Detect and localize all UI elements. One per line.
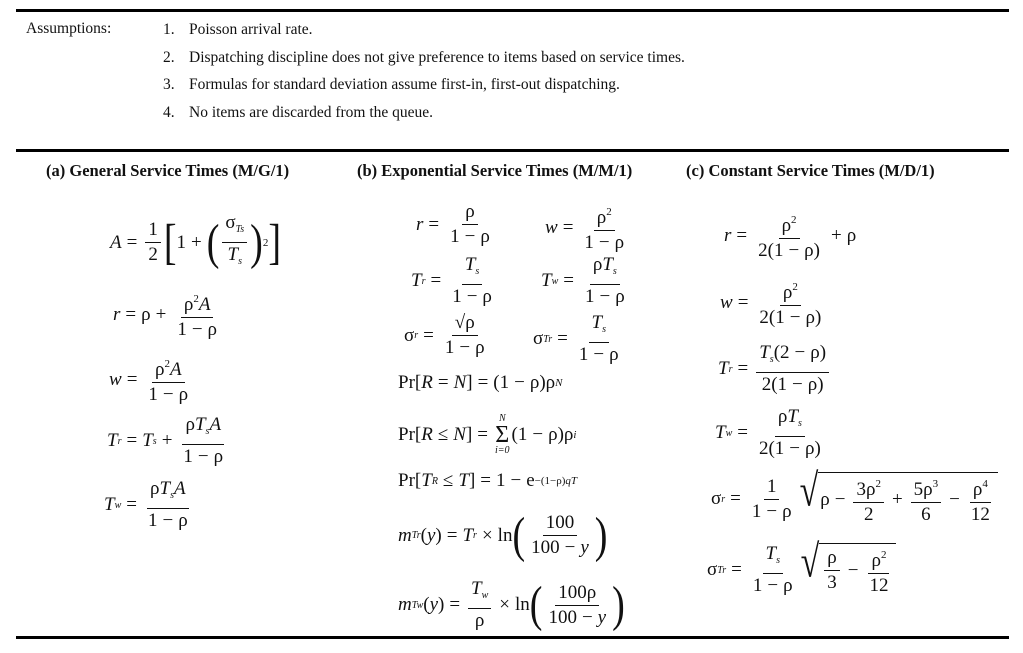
formula-c-Tr: T r = $\frac{T_s(2 - \rho)}{2(1 - \rho)}$ [718, 342, 832, 396]
formula-b-sigma-Tr: σ Tr = $\frac{T_s}{1 - \rho}$ [533, 312, 619, 365]
formula-c-Tw: T w = $\frac{\rho T_s}{2(1 - \rho)}$ [715, 406, 821, 459]
assumptions-list [163, 20, 685, 130]
assumptions-label: Assumptions: [26, 20, 112, 37]
assumption-item: 4. No items are discarded from the queue. [163, 103, 434, 121]
formula-a-Tw: T w = $\frac{\rho T_sA}{1 - \rho}$ [104, 478, 188, 531]
formula-b-r: r = $\frac{\rho}{1 - \rho}$ [416, 201, 490, 247]
formula-b-m-Tr: m Tr ( y ) = T r × ln ( $\frac{100}{100 - y}$ ) [398, 508, 608, 563]
formula-b-m-Tw: m Tw ( y ) = $\frac{T_w}{\rho}$ × ln ( $\frac{100\rho}{100 - y}$ ) [398, 577, 625, 633]
formula-a-r: r = ρ + $\frac{\rho^2A}{1 - \rho}$ [113, 288, 223, 341]
formula-a-Tr: T r = T s + $\frac{\rho T_sA}{1 - \rho}$ [107, 414, 224, 467]
formula-a-A: A = $\frac{1}{2}$ [ 1 + ( $\frac{\sigma_{Ts}}{T_s}$ ) 2 ] [110, 212, 281, 270]
column-a-heading: (a) General Service Times (M/G/1) [46, 161, 290, 180]
formula-b-pr-eq: Pr [ R = N ] = ( 1 − ρ ) ρ N [398, 372, 563, 393]
formula-c-sigma-Tr: σ Tr = $\frac{T_s}{1 - \rho}$ √ $\frac{\rho}{3}$ − $\frac{\rho^2}{12}$ [707, 543, 896, 597]
formula-b-Tw: T w = $\frac{\rho T_s}{1 - \rho}$ [541, 254, 625, 307]
middle-rule [16, 149, 1009, 152]
top-rule [16, 9, 1009, 12]
column-b-heading: (b) Exponential Service Times (M/M/1) [357, 161, 633, 180]
formula-b-pr-T: Pr [ T R ≤ T ] = 1 − e −(1−ρ)qT [398, 470, 578, 491]
formula-a-w: w = $\frac{\rho^2A}{1 - \rho}$ [109, 353, 194, 406]
column-c-heading: (c) Constant Service Times (M/D/1) [686, 161, 935, 180]
formula-b-Tr: T r = $\frac{T_s}{1 - \rho}$ [411, 254, 492, 307]
bottom-rule [16, 636, 1009, 639]
assumption-item: 1. Poisson arrival rate. [163, 21, 313, 38]
formula-c-r: r = $\frac{\rho^2}{2(1 - \rho)}$ + ρ [724, 209, 856, 262]
formula-c-w: w = $\frac{\rho^2}{2(1 - \rho)}$ [720, 276, 827, 329]
formula-c-sigma-r: σ r = $\frac{1}{1 - \rho}$ √ ρ − $\frac{3\rho^2}{2}$ + $\frac{5\rho^3}{6}$ − $\frac{\rho^4}{12}$ [711, 472, 998, 526]
assumption-item: 2. Dispatching discipline does not give preference to items based on service times. [163, 48, 685, 66]
formula-b-pr-leq: Pr [ R ≤ N ] = N Σ i=0 ( 1 − ρ ) ρ i [398, 413, 577, 456]
assumption-item: 3. Formulas for standard deviation assume first-in, first-out dispatching. [163, 76, 620, 93]
formula-b-sigma-r: σ r = $\frac{√\rho}{1 - \rho}$ [404, 312, 485, 358]
formula-b-w: w = $\frac{\rho^2}{1 - \rho}$ [545, 201, 630, 254]
